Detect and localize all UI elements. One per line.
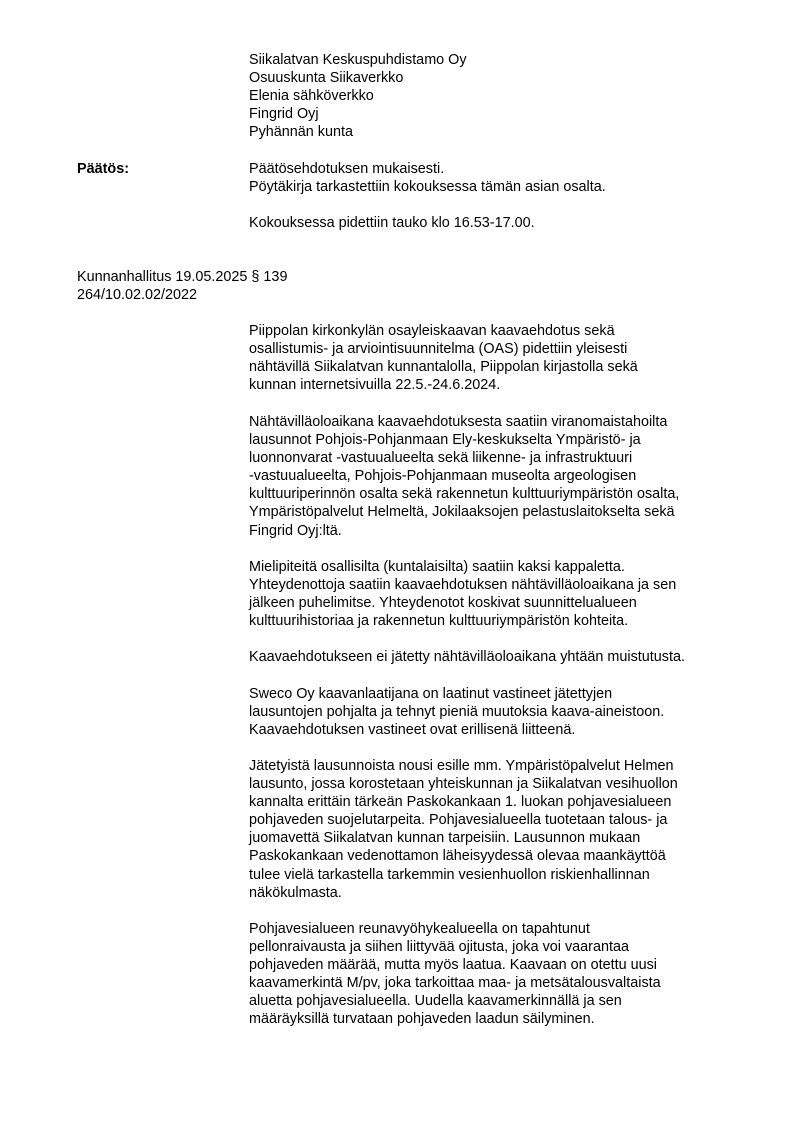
paragraph-line: Kaavaehdotuksen vastineet ovat erillisenä liitteenä. <box>249 722 576 739</box>
recipient-list <box>249 51 769 141</box>
recipient-item: Elenia sähköverkko <box>249 88 374 105</box>
paragraph <box>249 920 769 1029</box>
paragraph-line: kulttuuriperinnön osalta sekä rakennetun kulttuuriympäristön osalta, <box>249 486 680 503</box>
paragraph-line: osallistumis- ja arviointisuunnitelma (OAS) pidettiin yleisesti <box>249 341 628 358</box>
paragraph-line: aluetta pohjavesialueella. Uudella kaavamerkinnällä ja sen <box>249 993 622 1010</box>
paragraph-line: Ympäristöpalvelut Helmeltä, Jokilaaksojen pelastuslaitokselta sekä <box>249 504 675 521</box>
decision-label: Päätös: <box>77 161 129 177</box>
recipient-item: Fingrid Oyj <box>249 106 319 123</box>
decision-line: Pöytäkirja tarkastettiin kokouksessa tämän asian osalta. <box>249 179 606 196</box>
paragraph-line: Paskokankaan vedenottamon läheisyydessä olevaa maankäyttöä <box>249 848 666 865</box>
paragraph <box>249 648 769 666</box>
paragraph <box>249 757 769 902</box>
paragraph-line: pohjaveden suojelutarpeita. Pohjavesialueella tuotetaan talous- ja <box>249 812 668 829</box>
paragraph-line: juomavettä Siikalatvan kunnan tarpeisiin. Lausunnon mukaan <box>249 830 641 847</box>
paragraph-line: pohjaveden määrää, mutta myös laatua. Kaavaan on otettu uusi <box>249 957 657 974</box>
case-number: 264/10.02.02/2022 <box>77 287 198 304</box>
recipient-item: Osuuskunta Siikaverkko <box>249 70 404 87</box>
meeting-reference <box>77 268 287 304</box>
paragraph-line: kulttuurihistoriaa ja rakennetun kulttuuriympäristön kohteita. <box>249 613 629 630</box>
paragraph-line: Sweco Oy kaavanlaatijana on laatinut vastineet jätettyjen <box>249 686 613 702</box>
paragraph-line: luonnonvarat -vastuualueelta sekä liikenne- ja infrastruktuuri <box>249 450 633 467</box>
paragraph <box>249 685 769 739</box>
paragraph-line: Fingrid Oyj:ltä. <box>249 522 342 539</box>
decision-line: Päätösehdotuksen mukaisesti. <box>249 161 445 177</box>
break-note-text: Kokouksessa pidettiin tauko klo 16.53-17.00. <box>249 215 535 231</box>
paragraph-line: kaavamerkintä M/pv, joka tarkoittaa maa- ja metsätalousvaltaista <box>249 975 661 992</box>
paragraph-line: Nähtävilläoloaikana kaavaehdotuksesta saatiin viranomaistahoilta <box>249 414 668 430</box>
paragraph-line: kunnan internetsivuilla 22.5.-24.6.2024. <box>249 377 501 394</box>
paragraph-line: määräyksillä turvataan pohjaveden laadun säilyminen. <box>249 1011 595 1028</box>
paragraph-line: Kaavaehdotukseen ei jätetty nähtävilläoloaikana yhtään muistutusta. <box>249 649 686 665</box>
break-note <box>249 214 769 232</box>
meeting-line: Kunnanhallitus 19.05.2025 § 139 <box>77 269 288 285</box>
paragraph-line: lausunnot Pohjois-Pohjanmaan Ely-keskukselta Ympäristö- ja <box>249 432 641 449</box>
paragraph-line: tulee vielä tarkastella tarkemmin vesienhuollon riskienhallinnan <box>249 866 650 883</box>
recipient-item: Pyhännän kunta <box>249 124 354 141</box>
paragraph-line: jälkeen puhelimitse. Yhteydenotot koskivat suunnittelualueen <box>249 595 637 612</box>
paragraph-line: lausunto, jossa korostetaan yhteiskunnan ja Siikalatvan vesihuollon <box>249 776 678 793</box>
paragraph-line: kannalta erittäin tärkeän Paskokankaan 1. luokan pohjavesialueen <box>249 794 672 811</box>
paragraph <box>249 322 769 394</box>
paragraph-line: lausuntojen pohjalta ja tehnyt pieniä muutoksia kaava-aineistoon. <box>249 704 665 721</box>
paragraph-line: Pohjavesialueen reunavyöhykealueella on tapahtunut <box>249 921 590 937</box>
paragraph-line: Yhteydenottoja saatiin kaavaehdotuksen nähtävilläoloaikana ja sen <box>249 577 677 594</box>
paragraph-line: pellonraivausta ja siihen liittyvää ojitusta, joka voi vaarantaa <box>249 939 629 956</box>
paragraph <box>249 413 769 540</box>
recipient-item: Siikalatvan Keskuspuhdistamo Oy <box>249 52 467 68</box>
paragraph-line: -vastuualueelta, Pohjois-Pohjanmaan museolta argeologisen <box>249 468 637 485</box>
decision-text <box>249 160 769 196</box>
paragraph <box>249 558 769 630</box>
paragraph-line: näkökulmasta. <box>249 884 342 901</box>
paragraph-line: Jätetyistä lausunnoista nousi esille mm. Ympäristöpalvelut Helmen <box>249 758 674 774</box>
paragraph-line: Piippolan kirkonkylän osayleiskaavan kaavaehdotus sekä <box>249 323 615 339</box>
paragraph-line: Mielipiteitä osallisilta (kuntalaisilta) saatiin kaksi kappaletta. <box>249 559 625 575</box>
paragraph-line: nähtävillä Siikalatvan kunnantalolla, Piippolan kirjastolla sekä <box>249 359 638 376</box>
